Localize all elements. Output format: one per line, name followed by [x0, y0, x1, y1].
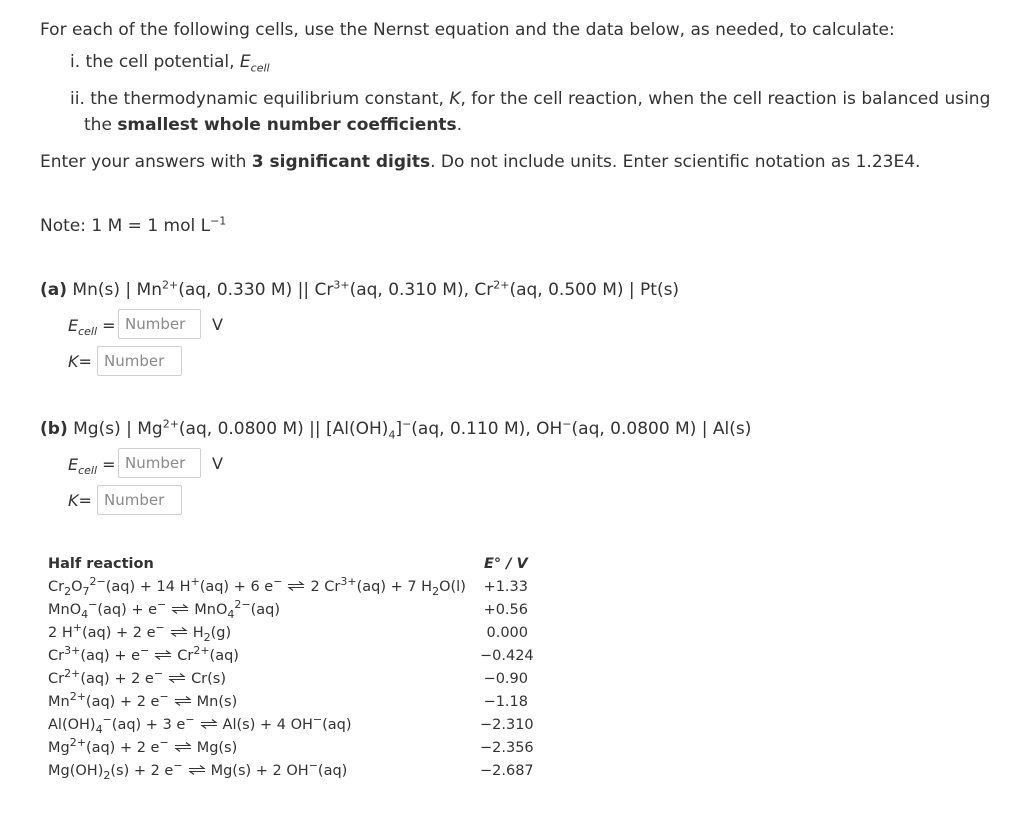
- formula-part: 2+: [493, 278, 510, 292]
- formula-part: (aq) + 2 e: [85, 694, 160, 710]
- instruction-item-ii-line1: [70, 89, 990, 109]
- formula-part: 2+: [193, 644, 210, 658]
- ecell-subscript: cell: [78, 464, 98, 478]
- standard-potential-value: −2.356: [480, 740, 534, 756]
- half-reaction-products: [222, 713, 352, 733]
- half-reaction-row: [48, 644, 239, 664]
- formula-part: Cr(s): [191, 671, 227, 687]
- formula-part: (aq, 0.500 M) | Pt(s): [509, 280, 680, 300]
- part-b-k-input[interactable]: [97, 485, 182, 515]
- equilibrium-arrows-icon: [188, 763, 206, 779]
- equals-sign: =: [102, 316, 116, 335]
- equals-sign: =: [78, 491, 92, 510]
- half-reaction-products: [194, 598, 281, 621]
- part-a-cell: [72, 280, 679, 300]
- equals-sign: =: [78, 352, 92, 371]
- formula-part: 7: [82, 584, 90, 598]
- formula-part: 2+: [162, 417, 179, 431]
- half-reaction-row: [48, 690, 238, 710]
- formula-part: −: [173, 759, 183, 773]
- formula-part: 4: [95, 722, 103, 736]
- formula-part: Cr: [48, 579, 65, 595]
- equilibrium-arrows-icon: [200, 717, 218, 733]
- k-symbol: K: [68, 352, 79, 371]
- formula-part: 2+: [161, 278, 179, 292]
- part-b-ecell-input[interactable]: [118, 448, 201, 478]
- formula-part: Mn(s) | Mn: [72, 280, 162, 300]
- formula-part: (aq) + 2 e: [80, 671, 154, 687]
- part-b-k-label: [68, 491, 92, 510]
- part-a-cell-notation: [40, 280, 679, 300]
- formula-part: (aq): [250, 602, 281, 618]
- formula-part: −: [562, 417, 572, 431]
- formula-part: Al(OH): [48, 717, 96, 733]
- half-reaction-products: [197, 740, 238, 756]
- formula-part: 2−: [89, 575, 106, 589]
- part-a-k-label: [68, 352, 92, 371]
- formula-part: (g): [210, 625, 232, 641]
- formula-part: Mg(OH): [48, 763, 104, 779]
- part-b-cell-notation: [40, 417, 752, 442]
- equilibrium-arrows-icon: [174, 740, 192, 756]
- half-reaction-reactants: [48, 644, 150, 664]
- standard-potential-value: −1.18: [483, 694, 528, 710]
- half-reaction-row: [48, 621, 232, 644]
- formula-part: (aq) + 7 H: [356, 579, 433, 595]
- formula-part: Mn(s): [196, 694, 238, 710]
- standard-potential-value: +1.33: [483, 579, 528, 595]
- formula-part: 4: [227, 607, 235, 621]
- formula-part: (aq) + e: [97, 602, 158, 618]
- formula-part: 2: [432, 584, 440, 598]
- half-reaction-row: [48, 575, 466, 598]
- ecell-subscript: cell: [78, 325, 98, 339]
- item-ii-text-b: , for the cell reaction, when the cell reaction is balanced using: [460, 89, 991, 109]
- equilibrium-arrows-icon: [154, 648, 172, 664]
- formula-part: 2: [103, 768, 111, 782]
- formula-part: Mg(s) + 2 OH: [210, 763, 309, 779]
- equilibrium-arrows-icon: [171, 602, 189, 618]
- formula-part: −: [159, 690, 169, 704]
- formula-part: (aq) + 3 e: [111, 717, 186, 733]
- half-reaction-products: [191, 671, 226, 687]
- formula-part: −: [273, 575, 283, 589]
- part-b-ecell-unit: V: [212, 454, 223, 473]
- formula-part: Mn: [48, 694, 70, 710]
- standard-potential-value: −0.424: [480, 648, 534, 664]
- instructions-enter: [40, 152, 920, 172]
- formula-part: +: [190, 575, 200, 589]
- formula-part: (aq): [322, 717, 352, 733]
- formula-part: Cr: [48, 648, 65, 664]
- part-a-k-input[interactable]: [97, 346, 182, 376]
- formula-part: 2+: [69, 690, 86, 704]
- formula-part: O(l): [439, 579, 466, 595]
- equilibrium-arrows-icon: [287, 579, 305, 595]
- ecell-symbol: E: [239, 52, 251, 72]
- formula-part: ]: [395, 419, 403, 439]
- formula-part: 2: [64, 584, 72, 598]
- half-reaction-reactants: [48, 713, 195, 736]
- formula-part: (aq, 0.330 M) || Cr: [178, 280, 334, 300]
- instruction-item-ii-line2: [84, 115, 462, 135]
- half-reaction-reactants: [48, 621, 165, 641]
- k-symbol: K: [449, 89, 461, 109]
- enter-text-b: . Do not include units. Enter scientific notation as 1.23E4.: [430, 152, 921, 172]
- half-reaction-products: [210, 759, 348, 779]
- half-reaction-row: [48, 667, 227, 687]
- note-text: Note: 1 M = 1 mol L: [40, 216, 211, 236]
- formula-part: 2: [203, 630, 211, 644]
- item-ii-line2-a: the: [84, 115, 118, 135]
- instructions-intro: For each of the following cells, use the Nernst equation and the data below, as needed, to calculate:: [40, 20, 895, 40]
- formula-part: (aq) + e: [80, 648, 141, 664]
- item-i-prefix: i. the cell potential,: [70, 52, 240, 72]
- ecell-symbol: E: [68, 316, 79, 335]
- formula-part: −: [312, 713, 323, 727]
- formula-part: Mg(s) | Mg: [73, 419, 163, 439]
- formula-part: −: [159, 736, 169, 750]
- half-reaction-products: [197, 694, 238, 710]
- formula-part: Mg(s): [196, 740, 238, 756]
- formula-part: 2+: [64, 667, 81, 681]
- formula-part: (aq): [317, 763, 348, 779]
- half-reaction-reactants: [48, 759, 183, 782]
- formula-part: MnO: [48, 602, 82, 618]
- formula-part: (aq): [209, 648, 239, 664]
- k-symbol: K: [68, 491, 79, 510]
- item-ii-line2-b: .: [456, 115, 463, 135]
- formula-part: −: [153, 667, 164, 681]
- item-ii-line2-bold: smallest whole number coefficients: [117, 115, 457, 135]
- equilibrium-arrows-icon: [170, 625, 188, 641]
- formula-part: (s) + 2 e: [110, 763, 174, 779]
- formula-part: O: [71, 579, 83, 595]
- formula-part: 3+: [340, 575, 357, 589]
- half-reaction-row: [48, 713, 352, 736]
- half-reaction-products: [192, 625, 232, 644]
- formula-part: (aq) + 6 e: [199, 579, 274, 595]
- part-a-label: (a): [40, 280, 68, 300]
- formula-part: (aq, 0.310 M), Cr: [349, 280, 494, 300]
- half-reaction-reactants: [48, 690, 169, 710]
- standard-potential-value: −0.90: [483, 671, 528, 687]
- formula-part: +: [72, 621, 82, 635]
- equilibrium-arrows-icon: [174, 694, 192, 710]
- formula-part: MnO: [194, 602, 228, 618]
- half-reaction-reactants: [48, 598, 167, 621]
- formula-part: −: [88, 598, 98, 612]
- standard-potential-value: −2.687: [480, 763, 534, 779]
- half-reaction-reactants: [48, 575, 283, 598]
- formula-part: 3+: [333, 278, 350, 292]
- formula-part: (aq, 0.110 M), OH: [411, 419, 563, 439]
- equilibrium-arrows-icon: [168, 671, 186, 687]
- table-header-reaction: Half reaction: [48, 556, 154, 572]
- formula-part: (aq, 0.0800 M) | Al(s): [571, 419, 752, 439]
- standard-potential-value: +0.56: [483, 602, 528, 618]
- instruction-item-i: [70, 52, 270, 75]
- table-header-e: E° / V: [484, 556, 528, 572]
- formula-part: −: [157, 598, 167, 612]
- formula-part: Al(s) + 4 OH: [222, 717, 313, 733]
- part-b-ecell-label: [68, 455, 116, 478]
- note: [40, 216, 226, 236]
- half-reaction-row: [48, 598, 281, 621]
- formula-part: −: [140, 644, 150, 658]
- formula-part: 2−: [234, 598, 251, 612]
- ecell-subscript: cell: [250, 61, 270, 75]
- formula-part: 4: [81, 607, 89, 621]
- formula-part: 2 Cr: [310, 579, 341, 595]
- formula-part: 3+: [64, 644, 81, 658]
- part-a-ecell-unit: V: [212, 315, 223, 334]
- formula-part: 4: [388, 428, 396, 442]
- part-b-label: (b): [40, 419, 68, 439]
- formula-part: H: [192, 625, 204, 641]
- formula-part: (aq) + 14 H: [105, 579, 191, 595]
- formula-part: −: [308, 759, 318, 773]
- enter-text-a: Enter your answers with: [40, 152, 252, 172]
- item-ii-text-a: ii. the thermodynamic equilibrium constant,: [70, 89, 450, 109]
- formula-part: (aq) + 2 e: [85, 740, 160, 756]
- enter-text-bold: 3 significant digits: [251, 152, 431, 172]
- half-reaction-row: [48, 736, 238, 756]
- formula-part: (aq, 0.0800 M) || [Al(OH): [178, 419, 389, 439]
- ecell-symbol: E: [68, 455, 79, 474]
- formula-part: −: [402, 417, 412, 431]
- equals-sign: =: [102, 455, 116, 474]
- formula-part: 2 H: [48, 625, 73, 641]
- half-reaction-products: [310, 575, 466, 598]
- formula-part: Cr: [48, 671, 65, 687]
- note-sup: −1: [210, 214, 227, 228]
- formula-part: Mg: [48, 740, 70, 756]
- standard-potential-value: −2.310: [480, 717, 534, 733]
- formula-part: −: [102, 713, 112, 727]
- formula-part: Cr: [177, 648, 194, 664]
- part-a-ecell-input[interactable]: [118, 309, 201, 339]
- part-a-ecell-label: [68, 316, 116, 339]
- formula-part: −: [185, 713, 195, 727]
- half-reaction-reactants: [48, 667, 164, 687]
- formula-part: −: [155, 621, 165, 635]
- formula-part: 2+: [69, 736, 86, 750]
- half-reaction-row: [48, 759, 348, 782]
- half-reaction-reactants: [48, 736, 169, 756]
- formula-part: (aq) + 2 e: [81, 625, 156, 641]
- part-b-cell: [73, 417, 752, 442]
- half-reaction-products: [177, 644, 239, 664]
- standard-potential-value: 0.000: [486, 625, 528, 641]
